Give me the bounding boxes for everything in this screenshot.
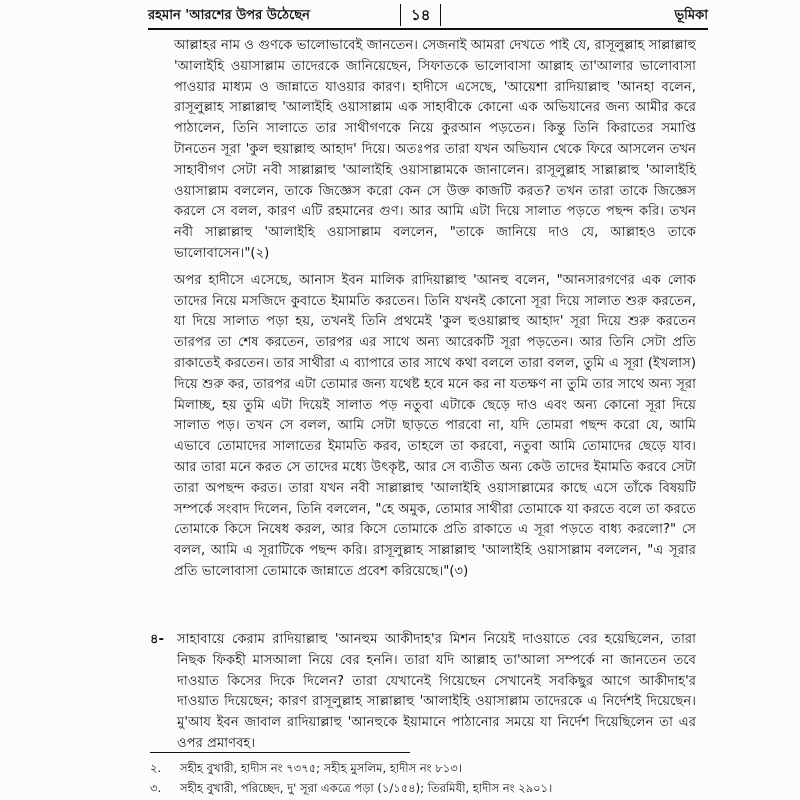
- point-number: ৪-: [150, 632, 165, 647]
- footnote-number: ৩.: [150, 781, 162, 795]
- point-text: সাহাবায়ে কেরাম রাদিয়াল্লাহু 'আনহুম আকীদাহ'র মিশন নিয়েই দাওয়াতে বের হয়েছিলেন, তারা নিছক ফিকহী মাসআলা নিয়ে বের হননি। তারা যদি আল্লাহ তা'আলা সম্পর্কে না জানতেন তবে দাওয়াত কিসের দিকে দিলেন? তারা যেখানেই গিয়েছেন সেখানেই সবকিছুর আগে আকীদাহ'র দাওয়াত দিয়েছেন; কারণ রাসূলুল্লাহ সাল্লাল্লাহু 'আলাইহি ওয়াসাল্লাম তাদেরকে এ নির্দেশই দিয়েছেন। মু'আয ইবন জাবাল রাদিয়াল্লাহু 'আনহুকে ইয়ামানে পাঠানোর সময়ে যা নির্দেশ দিয়েছিলেন তা এর ওপর প্রমাণবহ।: [177, 632, 696, 751]
- paragraph: অপর হাদীসে এসেছে, আনাস ইবন মালিক রাদিয়াল্লাহু 'আনহু বলেন, "আনসারগণের এক লোক তাদের নিয়ে মসজিদে কুবাতে ইমামতি করতেন। তিনি যখনই কোনো সূরা দিয়ে সালাত শুরু করতেন, যা দিয়ে সালাত পড়া হয়, তখনই তিনি প্রথমেই 'কুল হুওয়াল্লাহু আহাদ' সূরা দিয়ে শুরু করতেন তারপর তা শেষ করতেন, তারপর এর সাথে অন্য আরেকটি সূরা পড়তেন। আর তিনি সেটা প্রতি রাকাতেই করতেন। তার সাথীরা এ ব্যাপারে তার সাথে কথা বললে তারা বলল, তুমি এ সূরা (ইখলাস) দিয়ে শুরু কর, তারপর এটা তোমার জন্য যথেষ্ট হবে মনে কর না যতক্ষণ না তুমি তার সাথে অন্য সূরা মিলাচ্ছ, হয় তুমি এটা দিয়েই সালাত পড় নতুবা এটাকে ছেড়ে দাও এবং অন্য কোনো সূরা দিয়ে সালাত পড়। তখন সে বলল, আমি সেটা ছাড়তে পারবো না, যদি তোমরা পছন্দ করো যে, আমি এভাবে তোমাদের সালাতের ইমামতি করব, তাহলে তা করবো, নতুবা আমি তোমাদের ছেড়ে যাব। আর তারা মনে করত সে তাদের মধ্যে উৎকৃষ্ট, আর সে ব্যতীত অন্য কেউ তাদের ইমামতি করবে সেটা তারা অপছন্দ করত। তারা যখন নবী সাল্লাল্লাহু 'আলাইহি ওয়াসাল্লামের কাছে এসে তাঁকে বিষয়টি সম্পর্কে সংবাদ দিলেন, তিনি বললেন, "হে অমুক, তোমার সাথীরা তোমাকে যা করতে বলে তা করতে তোমাকে কিসে নিষেধ করল, আর কিসে তোমাকে প্রতি রাকাতে এ সূরা পড়তে বাধ্য করলো?" সে বলল, আমি এ সূরাটিকে পছন্দ করি। রাসূলুল্লাহ সাল্লাল্লাহু 'আলাইহি ওয়াসাল্লাম বললেন, "এ সূরার প্রতি ভালোবাসা তোমাকে জান্নাতে প্রবেশ করিয়েছে।"(৩): [174, 272, 696, 579]
- footnote-divider: [150, 752, 410, 753]
- page-number: ১৪: [400, 4, 441, 26]
- main-text: [174, 36, 696, 589]
- numbered-point: [150, 630, 696, 755]
- page-header: [148, 4, 708, 30]
- running-head-left: রহমান 'আরশের উপর উঠেছেন: [148, 8, 310, 23]
- footnote-text: সহীহ বুখারী, পরিচ্ছেদ, দু' সূরা একত্রে পড়া (১/১৫৪); তিরমিযী, হাদীস নং ২৯০১।: [180, 781, 553, 795]
- running-head-right: ভূমিকা: [674, 8, 708, 23]
- footnote-number: ২.: [150, 761, 162, 775]
- footnote-text: সহীহ বুখারী, হাদীস নং ৭৩৭৫; সহীহ মুসলিম, হাদীস নং ৮১৩।: [180, 761, 462, 775]
- paragraph: আল্লাহর নাম ও গুণকে ভালোভাবেই জানতেন। সেজনাই আমরা দেখতে পাই যে, রাসূলুল্লাহ সাল্লাল্লাহু 'আলাইহি ওয়াসাল্লাম তাদেরকে জানিয়েছেন, সিফাতকে ভালোবাসা আল্লাহ তা'আলার ভালোবাসা পাওয়ার মাধ্যম ও জান্নাতে যাওয়ার কারণ। হাদীসে এসেছে, 'আয়েশা রাদিয়াল্লাহু 'আনহা বলেন, রাসূলুল্লাহ সাল্লাল্লাহু 'আলাইহি ওয়াসাল্লাম এক সাহাবীকে কোনো এক অভিযানের জন্য আমীর করে পাঠালেন, তিনি সালাতে তার সাথীগণকে নিয়ে কুরআন পড়তেন। কিন্তু তিনি কিরাতের সমাপ্তি টানতেন সূরা 'কুল হুয়াল্লাহু আহাদ' দিয়ে। অতঃপর তারা যখন অভিযান থেকে ফিরে আসলেন তখন সাহাবীগণ সেটা নবী সাল্লাল্লাহু 'আলাইহি ওয়াসাল্লামকে জানালেন। রাসূলুল্লাহ সাল্লাল্লাহু 'আলাইহি ওয়াসাল্লাম বললেন, তাকে জিজ্ঞেস করো কেন সে উক্ত কাজটি করত? তখন তারা তাকে জিজ্ঞেস করলে সে বলল, কারণ এটি রহমানের গুণ। আর আমি এটা দিয়ে সালাত পড়তে পছন্দ করি। তখন নবী সাল্লাল্লাহু 'আলাইহি ওয়াসাল্লাম বললেন, "তাকে জানিয়ে দাও যে, আল্লাহও তাকে ভালোবাসেন।"(২): [174, 38, 696, 261]
- footnote: [150, 778, 696, 798]
- footnote: [150, 758, 696, 778]
- footnotes: [150, 758, 696, 798]
